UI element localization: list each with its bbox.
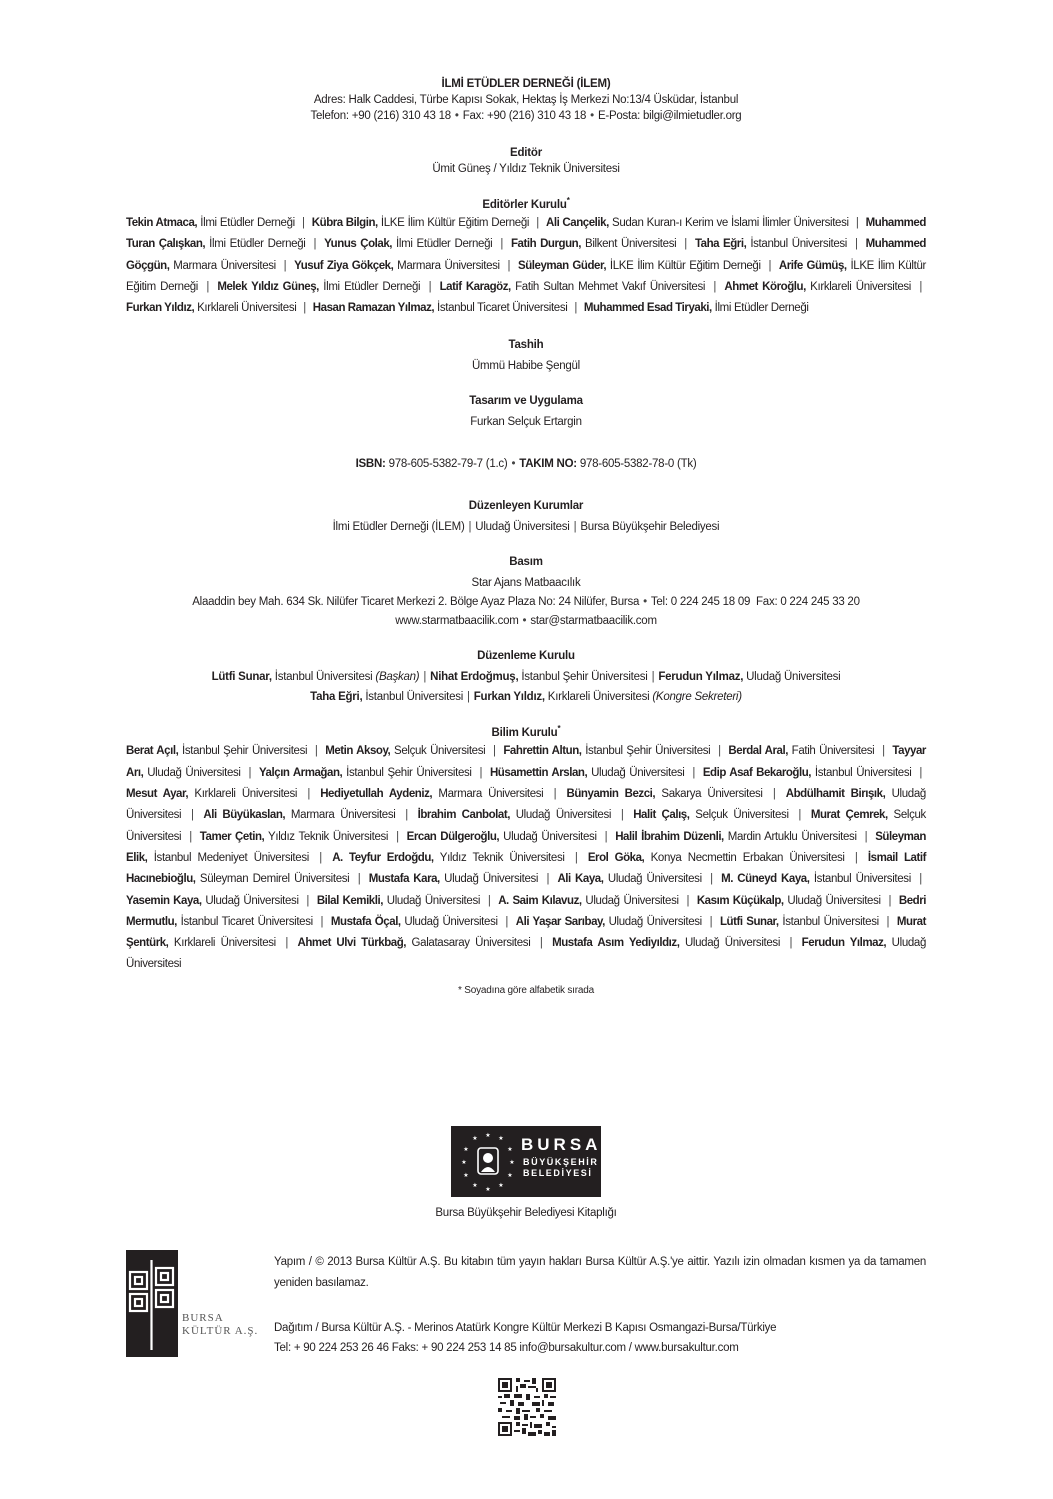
- member-name: Berat Açıl,: [126, 745, 179, 758]
- member-entry: [369, 873, 538, 885]
- member-affiliation: İstanbul Şehir Üniversitesi: [518, 671, 648, 684]
- member-name: Ahmet Köroğlu,: [724, 280, 806, 293]
- member-affiliation: Kırklareli Üniversitesi: [194, 302, 297, 315]
- publisher-address: Adres: Halk Caddesi, Türbe Kapısı Sokak, Hektaş İş Merkezi No:13/4 Üsküdar, İstanbul: [313, 94, 739, 106]
- editorial-board-members: [126, 213, 926, 319]
- separator: |: [713, 280, 717, 293]
- member-affiliation: Kırklareli Üniversitesi: [805, 280, 911, 293]
- separator: |: [536, 217, 539, 229]
- set-label: TAKIM NO:: [519, 458, 577, 471]
- member-entry: [615, 831, 856, 843]
- svg-text:★: ★: [498, 1183, 504, 1189]
- publisher-name: İLMİ ETÜDLER DERNEĞİ (İLEM): [441, 78, 611, 90]
- member-name: Mustafa Asım Yediyıldız,: [552, 937, 680, 950]
- member-affiliation: Fatih Sultan Mehmet Vakıf Üniversitesi: [510, 280, 706, 293]
- separator: |: [718, 745, 721, 758]
- separator: |: [553, 788, 557, 801]
- member-affiliation: Uludağ Üniversitesi: [143, 766, 241, 779]
- separator: |: [692, 766, 695, 779]
- member-affiliation: Kırklareli Üniversitesi: [168, 937, 276, 950]
- member-affiliation: İstanbul Medeniyet Üniversitesi: [147, 851, 309, 864]
- separator: |: [189, 830, 192, 843]
- editor-block: [126, 145, 926, 177]
- member-entry: [312, 217, 529, 229]
- publisher-contact: Telefon: +90 (216) 310 43 18 • Fax: +90 (216) 310 43 18 • E-Posta: bilgi@ilmietudler.org: [310, 110, 742, 122]
- member-entry: [313, 302, 568, 314]
- separator: |: [855, 238, 858, 251]
- editorial-board-heading: Editörler Kurulu*: [482, 196, 570, 211]
- member-name: Ali Büyükaslan,: [203, 809, 286, 822]
- separator: |: [604, 830, 608, 843]
- separator: |: [919, 766, 922, 779]
- member-entry: [546, 217, 849, 229]
- member-entry: [298, 937, 531, 949]
- member-affiliation: İlmi Etüdler Derneği: [205, 238, 306, 251]
- member-affiliation: Fatih Üniversitesi: [787, 745, 875, 758]
- member-entry: [518, 260, 761, 272]
- member-entry: [695, 238, 847, 250]
- member-name: Fahrettin Altun,: [503, 745, 582, 758]
- member-entry: [588, 852, 845, 864]
- member-name: Tamer Çetin,: [199, 830, 265, 843]
- publisher-fax: Fax: +90 (216) 310 43 18: [462, 110, 587, 122]
- separator: |: [306, 894, 310, 907]
- member-entry: [325, 745, 485, 757]
- member-affiliation: İstanbul Ticaret Üniversitesi: [434, 302, 568, 315]
- member-affiliation: İLKE İlim Kültür Eğitim Derneği: [126, 259, 926, 293]
- member-name: Yalçın Armağan,: [258, 766, 343, 779]
- member-name: Tekin Atmaca,: [126, 217, 198, 229]
- separator: |: [507, 259, 511, 272]
- organizer-item: Uludağ Üniversitesi: [475, 521, 570, 534]
- bursa-kultur-logo: [126, 1250, 178, 1357]
- svg-text:★: ★: [485, 1133, 491, 1139]
- member-name: Latif Karagöz,: [439, 280, 511, 293]
- member-entry: [126, 302, 296, 314]
- member-affiliation: İstanbul Üniversitesi: [809, 873, 911, 886]
- svg-text:★: ★: [507, 1173, 513, 1179]
- member-name: Muhammed Turan Çalışkan,: [126, 217, 926, 251]
- member-affiliation: Uludağ Üniversitesi: [201, 894, 299, 907]
- member-affiliation: Uludağ Üniversitesi: [587, 766, 685, 779]
- bursa-municipality-logo: [451, 1126, 601, 1197]
- member-affiliation: Marmara Üniversitesi: [169, 259, 276, 272]
- member-name: Ercan Dülgeroğlu,: [406, 830, 500, 843]
- separator: |: [574, 302, 577, 315]
- member-entry: [697, 895, 881, 907]
- member-entry: [511, 238, 676, 250]
- member-name: İbrahim Canbolat,: [417, 809, 510, 822]
- printing-heading: Basım: [509, 556, 543, 569]
- member-entry: [418, 809, 611, 821]
- crest-icon: [455, 1128, 521, 1194]
- separator: |: [919, 873, 922, 886]
- bbb-logo-title: BURSA: [521, 1135, 602, 1154]
- separator: |: [285, 937, 288, 950]
- member-entry: [407, 831, 597, 843]
- organizers-block: [126, 498, 926, 535]
- design-block: [126, 393, 926, 430]
- separator: |: [302, 217, 305, 229]
- member-name: Halit Çalış,: [633, 809, 690, 822]
- separator: |: [919, 280, 922, 293]
- separator: |: [772, 788, 776, 801]
- member-name: Yasemin Kaya,: [126, 894, 202, 907]
- separator: |: [190, 809, 194, 822]
- printing-address-line: Alaaddin bey Mah. 634 Sk. Nilüfer Ticaret Merkezi 2. Bölge Ayaz Plaza No: 24 Nilüfer, Bursa • Tel: 0 224 245 18 09 Fax: 0 224 245 33 20: [192, 596, 860, 609]
- editor-heading: Editör: [509, 147, 543, 159]
- member-affiliation: Marmara Üniversitesi: [432, 788, 544, 801]
- bursa-kultur-logo-text: BURSA KÜLTÜR A.Ş.: [182, 1312, 259, 1337]
- separator: |: [500, 238, 503, 251]
- member-entry: [324, 238, 492, 250]
- member-affiliation: Uludağ Üniversitesi: [604, 915, 702, 928]
- organizing-committee-heading: Düzenleme Kurulu: [477, 650, 575, 663]
- separator: |: [493, 745, 496, 758]
- svg-text:★: ★: [509, 1160, 515, 1166]
- member-affiliation: Uludağ Üniversitesi: [383, 894, 481, 907]
- printing-web-line: www.starmatbaacilik.com • star@starmatbaacilik.com: [395, 615, 657, 628]
- member-name: Ferudun Yılmaz,: [801, 937, 887, 950]
- separator: |: [319, 851, 322, 864]
- member-affiliation: Uludağ Üniversitesi: [439, 873, 539, 886]
- separator: |: [686, 894, 690, 907]
- svg-text:★: ★: [463, 1173, 469, 1179]
- svg-text:★: ★: [472, 1183, 478, 1189]
- member-affiliation: İstanbul Üniversitesi: [778, 915, 879, 928]
- separator: |: [864, 830, 868, 843]
- member-name: Abdülhamit Birışık,: [785, 788, 886, 801]
- member-entry: [703, 767, 912, 779]
- svg-text:★: ★: [498, 1136, 504, 1142]
- member-name: Yusuf Ziya Gökçek,: [294, 259, 394, 272]
- member-name: Berdal Aral,: [728, 745, 788, 758]
- member-affiliation: Marmara Üniversitesi: [285, 809, 396, 822]
- separator: |: [854, 851, 858, 864]
- member-name: Lütfi Sunar,: [211, 671, 272, 684]
- member-affiliation: Uludağ Üniversitesi: [400, 915, 498, 928]
- separator: |: [768, 259, 772, 272]
- separator: |: [651, 671, 655, 684]
- member-affiliation: İlmi Etüdler Derneği: [711, 302, 809, 315]
- proofreading-value: Ümmü Habibe Şengül: [471, 360, 580, 373]
- member-affiliation: İstanbul Üniversitesi: [746, 238, 848, 251]
- separator: |: [283, 259, 287, 272]
- member-entry: [516, 916, 702, 928]
- member-affiliation: İlmi Etüdler Derneği: [318, 280, 421, 293]
- separator: |: [684, 238, 687, 251]
- member-role: (Başkan): [372, 671, 420, 684]
- member-affiliation: İstanbul Üniversitesi: [811, 766, 912, 779]
- member-name: Muhammed Göçgün,: [126, 238, 926, 272]
- member-name: İsmail Latif Hacınebioğlu,: [126, 851, 927, 886]
- member-entry: [126, 788, 297, 800]
- member-entry: [126, 217, 295, 229]
- separator: |: [303, 302, 306, 315]
- publisher-email[interactable]: E-Posta: bilgi@ilmietudler.org: [597, 110, 742, 122]
- member-affiliation: Sudan Kuran-ı Kerim ve İslami İlimler Üniversitesi: [608, 217, 849, 229]
- member-affiliation: Uludağ Üniversitesi: [783, 894, 881, 907]
- member-affiliation: Uludağ Üniversitesi: [581, 894, 679, 907]
- printing-address: Alaaddin bey Mah. 634 Sk. Nilüfer Ticaret Merkezi 2. Bölge Ayaz Plaza No: 24 Nilüfer, Bursa: [192, 596, 640, 609]
- separator: |: [546, 873, 550, 886]
- member-name: Bedri Mermutlu,: [126, 894, 927, 928]
- member-name: Ali Yaşar Sarıbay,: [515, 915, 605, 928]
- member-affiliation: İstanbul Şehir Üniversitesi: [581, 745, 711, 758]
- separator: |: [855, 217, 859, 229]
- printing-name: Star Ajans Matbaacılık: [471, 577, 581, 590]
- separator: |: [357, 873, 361, 886]
- member-name: Furkan Yıldız,: [473, 691, 545, 704]
- member-entry: [724, 281, 911, 293]
- member-name: Metin Aksoy,: [325, 745, 391, 758]
- organizing-committee-line: [126, 689, 926, 705]
- imprint-page: [126, 76, 926, 996]
- member-entry: [567, 788, 763, 800]
- isbn-line: ISBN: 978-605-5382-79-7 (1.c) • TAKIM NO: 978-605-5382-78-0 (Tk): [355, 458, 697, 471]
- member-entry: [503, 745, 710, 757]
- bbb-logo-caption: Bursa Büyükşehir Belediyesi Kitaplığı: [435, 1207, 617, 1219]
- member-name: Tayyar Arı,: [126, 745, 926, 779]
- member-name: A. Teyfur Erdoğdu,: [332, 851, 434, 864]
- member-entry: [728, 745, 874, 757]
- separator: |: [423, 671, 427, 684]
- member-affiliation: İLKE İlim Kültür Eğitim Derneği: [377, 217, 530, 229]
- member-affiliation: Uludağ Üniversitesi: [499, 830, 597, 843]
- member-affiliation: Kırklareli Üniversitesi: [544, 691, 650, 704]
- member-affiliation: Yıldız Teknik Üniversitesi: [264, 830, 389, 843]
- member-affiliation: Uludağ Üniversitesi: [126, 788, 926, 822]
- science-committee-block: [126, 725, 926, 975]
- separator: |: [405, 809, 408, 822]
- member-entry: [498, 895, 678, 907]
- member-affiliation: Uludağ Üniversitesi: [509, 809, 612, 822]
- copyright-text: Yapım / © 2013 Bursa Kültür A.Ş. Bu kitabın tüm yayın hakları Bursa Kültür A.Ş.'ye aittir. Yazılı izin olmadan kısmen ya da tamamen yeniden basılamaz.: [274, 1256, 926, 1289]
- separator: |: [428, 280, 432, 293]
- member-name: Hüsamettin Arslan,: [489, 766, 588, 779]
- member-name: Süleyman Güder,: [517, 259, 607, 272]
- member-name: Lütfi Sunar,: [719, 915, 779, 928]
- publisher-block: [126, 76, 926, 124]
- member-name: Mesut Ayar,: [126, 788, 189, 801]
- member-name: Ali Cançelik,: [546, 217, 609, 229]
- member-name: Kübra Bilgin,: [311, 217, 378, 229]
- separator: |: [539, 937, 543, 950]
- qr-code-icon[interactable]: [498, 1378, 556, 1436]
- member-name: Murat Çemrek,: [810, 809, 888, 822]
- separator: |: [487, 894, 491, 907]
- svg-text:★: ★: [507, 1147, 513, 1153]
- member-affiliation: İstanbul Üniversitesi: [362, 691, 464, 704]
- member-name: Erol Göka,: [587, 851, 645, 864]
- footnote: * Soyadına göre alfabetik sırada: [458, 984, 594, 996]
- member-entry: [721, 873, 911, 885]
- member-name: Ali Kaya,: [557, 873, 604, 886]
- separator: |: [882, 745, 885, 758]
- member-name: Hasan Ramazan Yılmaz,: [312, 302, 435, 315]
- separator: |: [467, 691, 470, 704]
- member-name: Muhammed Esad Tiryaki,: [583, 302, 712, 315]
- member-affiliation: Uludağ Üniversitesi: [679, 937, 781, 950]
- member-entry: [320, 788, 543, 800]
- organizer-item: Bursa Büyükşehir Belediyesi: [580, 521, 720, 534]
- svg-text:★: ★: [461, 1160, 467, 1166]
- distribution-text: [274, 1318, 926, 1358]
- member-name: A. Saim Kılavuz,: [498, 894, 582, 907]
- separator: |: [888, 894, 892, 907]
- member-name: Fatih Durgun,: [510, 238, 582, 251]
- separator: |: [789, 937, 793, 950]
- separator: |: [313, 238, 317, 251]
- member-affiliation: Uludağ Üniversitesi: [603, 873, 702, 886]
- bbb-logo-subtitle: BÜYÜKŞEHİR BELEDİYESİ: [523, 1157, 599, 1178]
- printing-fax: Fax: 0 224 245 33 20: [756, 596, 860, 609]
- design-value: Furkan Selçuk Ertargin: [470, 416, 582, 429]
- printing-phone: Tel: 0 224 245 18 09: [650, 596, 751, 609]
- separator: |: [710, 873, 713, 886]
- member-affiliation: Selçuk Üniversitesi: [126, 809, 926, 843]
- set-value: 978-605-5382-78-0 (Tk): [579, 458, 697, 471]
- svg-text:★: ★: [472, 1136, 478, 1142]
- member-name: Edip Asaf Bekaroğlu,: [702, 766, 812, 779]
- member-name: Nihat Erdoğmuş,: [430, 671, 519, 684]
- member-affiliation: Galatasaray Üniversitesi: [406, 937, 531, 950]
- member-name: Murat Şentürk,: [126, 915, 926, 950]
- member-affiliation: Marmara Üniversitesi: [393, 259, 500, 272]
- organizer-item: İlmi Etüdler Derneği (İLEM): [332, 521, 465, 534]
- member-entry: [440, 281, 706, 293]
- member-entry: [126, 895, 299, 907]
- proofreading-block: [126, 337, 926, 374]
- member-affiliation: Konya Necmettin Erbakan Üniversitesi: [644, 851, 845, 864]
- member-role: (Kongre Sekreteri): [649, 691, 742, 704]
- member-affiliation: Bilkent Üniversitesi: [581, 238, 677, 251]
- member-entry: [332, 852, 564, 864]
- member-affiliation: İLKE İlim Kültür Eğitim Derneği: [606, 259, 761, 272]
- member-entry: [126, 745, 307, 757]
- member-affiliation: İstanbul Şehir Üniversitesi: [178, 745, 308, 758]
- member-entry: [490, 767, 685, 779]
- member-entry: [203, 809, 395, 821]
- separator: |: [396, 830, 399, 843]
- separator: |: [505, 915, 509, 928]
- member-name: Bilal Kemikli,: [316, 894, 383, 907]
- member-affiliation: Selçuk Üniversitesi: [689, 809, 789, 822]
- publisher-phone: Telefon: +90 (216) 310 43 18: [310, 110, 451, 122]
- separator: |: [886, 915, 890, 928]
- member-name: Melek Yıldız Güneş,: [217, 280, 319, 293]
- member-name: Bünyamin Bezci,: [566, 788, 656, 801]
- member-entry: [584, 302, 809, 314]
- member-name: Arife Gümüş,: [778, 259, 847, 272]
- editor-value: Ümit Güneş / Yıldız Teknik Üniversitesi: [432, 163, 620, 175]
- printing-email[interactable]: star@starmatbaacilik.com: [530, 615, 657, 628]
- member-name: Ferudun Yılmaz,: [658, 671, 744, 684]
- member-name: Taha Eğri,: [694, 238, 747, 251]
- separator: |: [248, 766, 252, 779]
- organizing-committee-line: [126, 669, 926, 685]
- member-entry: [294, 260, 500, 272]
- member-name: Yunus Çolak,: [324, 238, 393, 251]
- member-affiliation: Sakarya Üniversitesi: [655, 788, 763, 801]
- member-affiliation: Kırklareli Üniversitesi: [188, 788, 298, 801]
- separator: |: [798, 809, 802, 822]
- member-affiliation: İstanbul Üniversitesi: [271, 671, 373, 684]
- separator: |: [574, 851, 578, 864]
- member-affiliation: Uludağ Üniversitesi: [126, 937, 926, 971]
- member-affiliation: İstanbul Şehir Üniversitesi: [342, 766, 472, 779]
- member-name: M. Cüneyd Kaya,: [721, 873, 810, 886]
- editorial-board-block: [126, 197, 926, 319]
- member-entry: [633, 809, 788, 821]
- member-entry: [720, 916, 879, 928]
- member-affiliation: Uludağ Üniversitesi: [743, 671, 841, 684]
- member-entry: [557, 873, 701, 885]
- member-entry: [200, 831, 388, 843]
- member-entry: [317, 895, 480, 907]
- member-affiliation: Selçuk Üniversitesi: [390, 745, 486, 758]
- member-name: Mustafa Öçal,: [330, 915, 401, 928]
- separator: |: [709, 915, 713, 928]
- design-heading: Tasarım ve Uygulama: [469, 395, 583, 408]
- organizing-committee-block: [126, 648, 926, 705]
- separator: |: [320, 915, 324, 928]
- member-name: Furkan Yıldız,: [126, 302, 195, 315]
- member-name: Süleyman Elik,: [126, 830, 926, 864]
- isbn-value: 978-605-5382-79-7 (1.c): [388, 458, 508, 471]
- member-entry: [259, 767, 472, 779]
- svg-text:★: ★: [485, 1187, 491, 1193]
- member-affiliation: Yıldız Teknik Üniversitesi: [433, 851, 565, 864]
- separator: |: [620, 809, 624, 822]
- member-affiliation: İlmi Etüdler Derneği: [392, 238, 493, 251]
- member-affiliation: İlmi Etüdler Derneği: [197, 217, 295, 229]
- science-committee-heading: Bilim Kurulu*: [491, 724, 561, 740]
- member-entry: [217, 281, 420, 293]
- contact-line: Tel: + 90 224 253 26 46 Faks: + 90 224 253 14 85 info@bursakultur.com / www.bursakultur.com: [274, 1342, 739, 1354]
- isbn-label: ISBN:: [355, 458, 386, 471]
- printing-web[interactable]: www.starmatbaacilik.com: [395, 615, 519, 628]
- member-affiliation: Süleyman Demirel Üniversitesi: [195, 873, 350, 886]
- member-entry: [331, 916, 498, 928]
- member-affiliation: Mardin Artuklu Üniversitesi: [723, 830, 857, 843]
- member-name: Mustafa Kara,: [368, 873, 440, 886]
- distribution-line: Dağıtım / Bursa Kültür A.Ş. - Merinos Atatürk Kongre Kültür Merkezi B Kapısı Osmangazi-Bursa/Türkiye: [274, 1322, 777, 1334]
- separator: |: [314, 745, 318, 758]
- printing-block: [126, 554, 926, 629]
- member-name: Kasım Küçükalp,: [696, 894, 784, 907]
- member-affiliation: İstanbul Ticaret Üniversitesi: [176, 915, 313, 928]
- member-name: Halil İbrahim Düzenli,: [615, 830, 724, 843]
- science-committee-members: [126, 741, 926, 975]
- bursa-kultur-emblem-icon: [126, 1250, 178, 1357]
- organizers-list: İlmi Etüdler Derneği (İLEM) | Uludağ Üniversitesi | Bursa Büyükşehir Belediyesi: [332, 521, 720, 534]
- separator: |: [479, 766, 483, 779]
- separator: |: [206, 280, 209, 293]
- separator: |: [307, 788, 310, 801]
- proofreading-heading: Tashih: [508, 339, 544, 352]
- member-name: Hediyetullah Aydeniz,: [320, 788, 433, 801]
- member-entry: [552, 937, 780, 949]
- member-name: Taha Eğri,: [310, 691, 363, 704]
- svg-text:★: ★: [463, 1147, 469, 1153]
- member-name: Ahmet Ulvi Türkbağ,: [297, 937, 407, 950]
- organizers-heading: Düzenleyen Kurumlar: [468, 500, 584, 513]
